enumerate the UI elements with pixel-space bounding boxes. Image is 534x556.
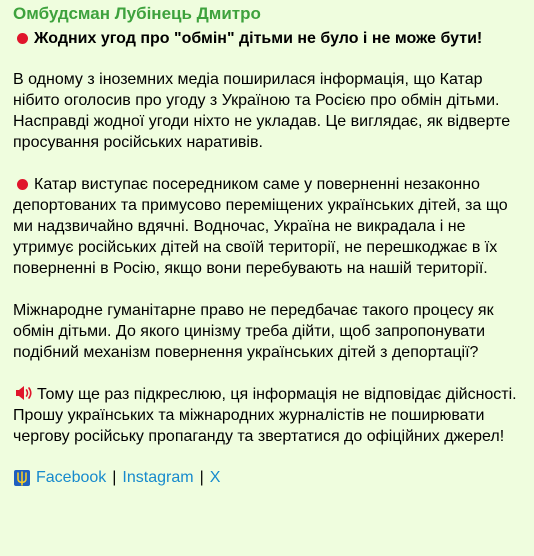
red-circle-icon <box>17 33 28 44</box>
red-circle-icon <box>17 179 28 190</box>
link-separator: | <box>199 469 204 486</box>
x-link[interactable]: X <box>209 469 221 486</box>
paragraph-humanitarian-law: Міжнародне гуманітарне право не передбачає такого процесу як обмін дітьми. До якого цинізму треба дійти, щоб запропонувати подібний механізм повернення українських дітей з депортації? <box>13 302 494 361</box>
sender-name[interactable]: Омбудсман Лубінець Дмитро <box>13 4 261 23</box>
paragraph-qatar-text: Катар виступає посередником саме у поверненні незаконно депортованих та примусово переміщених українських дітей, за що ми надзвичайно вдячні. Водночас, Україна не викрадала і не утримує російських дітей на своїй території, не перешкоджає в їх поверненні в Росію, якщо вони перебувають на нашій території. <box>13 176 508 277</box>
social-links <box>13 467 522 488</box>
link-separator: | <box>112 469 117 486</box>
paragraph-media-report: В одному з іноземних медіа поширилася інформація, що Катар нібито оголосив про угоду з Україною та Росією про обмін дітьми. Насправді жодної угоди ніхто не укладав. Це виглядає, як відверте просування російських наративів. <box>13 71 511 151</box>
instagram-link[interactable]: Instagram <box>122 469 194 486</box>
paragraph-appeal <box>13 384 522 447</box>
speaker-icon <box>15 385 33 401</box>
facebook-link[interactable]: Facebook <box>36 469 107 486</box>
paragraph-qatar-mediation <box>13 174 522 279</box>
paragraph-appeal-text: Тому ще раз підкреслюю, ця інформація не відповідає дійсності. Прошу українських та міжнародних журналістів не поширювати чергову російську пропаганду та звертатися до офіційних джерел! <box>13 386 517 445</box>
trident-icon <box>13 469 31 487</box>
message-headline <box>13 28 522 49</box>
headline-text: Жодних угод про "обмін" дітьми не було і не може бути! <box>34 30 483 47</box>
